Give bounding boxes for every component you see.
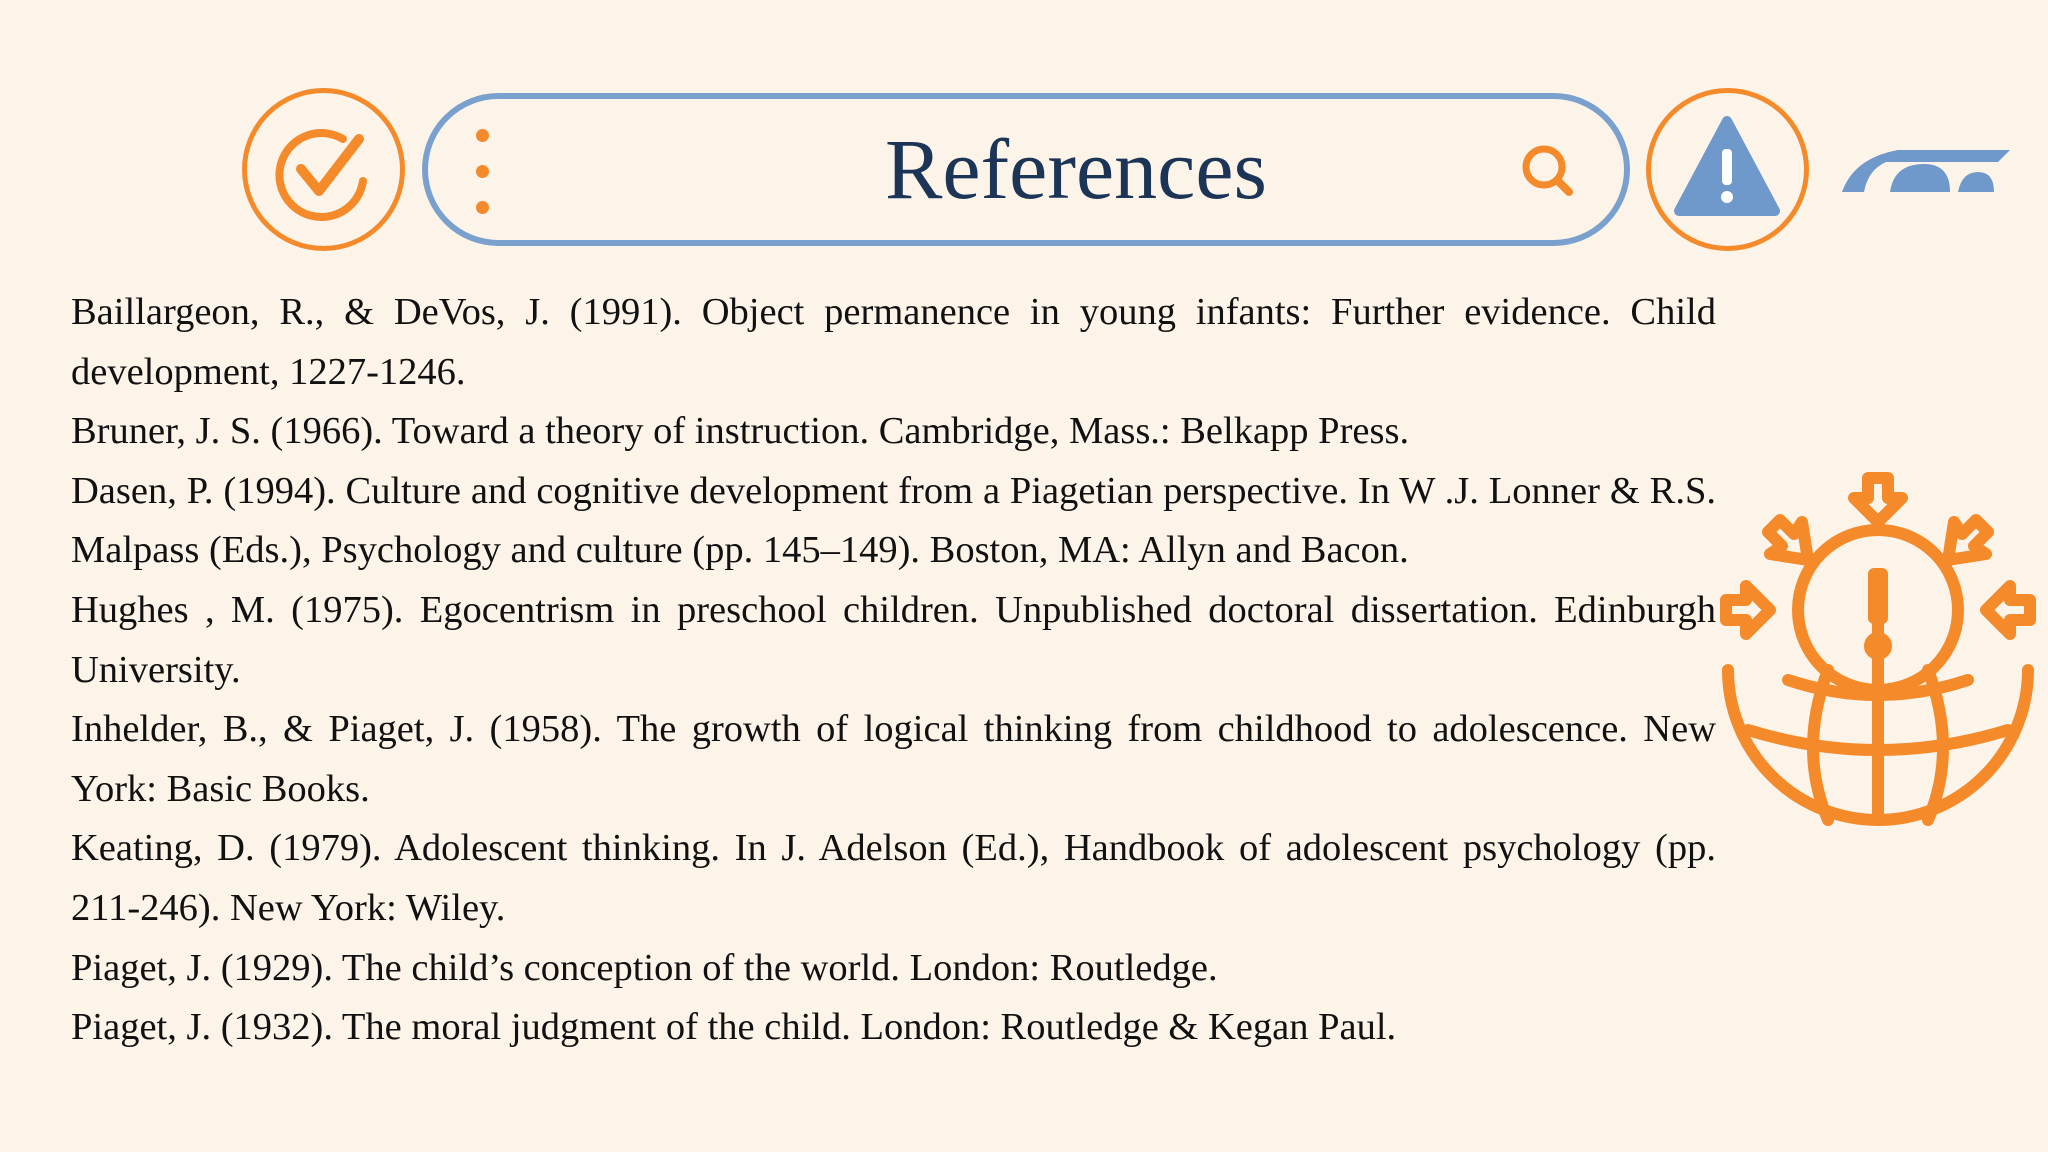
reference-entry: Hughes , M. (1975). Egocentrism in preschool children. Unpublished doctoral dissertation. Edinburgh University. [71, 588, 1716, 691]
check-glyph [247, 93, 400, 246]
search-bar[interactable] [422, 93, 1630, 246]
reference-entry: Baillargeon, R., & DeVos, J. (1991). Object permanence in young infants: Further evidence. Child development, 1227-1246. [71, 291, 1716, 393]
reference-entry: Bruner, J. S. (1966). Toward a theory of instruction. Cambridge, Mass.: Belkapp Press. [71, 410, 1410, 453]
check-circle-icon[interactable] [242, 88, 405, 251]
cloud-shape-icon [1838, 140, 2010, 196]
warning-glyph [1651, 93, 1804, 246]
reference-entry: Piaget, J. (1932). The moral judgment of the child. London: Routledge & Kegan Paul. [71, 1006, 1397, 1049]
warning-triangle-icon[interactable] [1646, 88, 1809, 251]
reference-entry: Keating, D. (1979). Adolescent thinking. In J. Adelson (Ed.), Handbook of adolescent psychology (pp. 211-246). New York: Wiley. [71, 827, 1716, 929]
search-icon[interactable] [1516, 139, 1580, 203]
reference-entry: Piaget, J. (1929). The child’s conception of the world. London: Routledge. [71, 946, 1218, 989]
vertical-dots-menu-icon[interactable] [472, 129, 492, 215]
reference-list [71, 283, 1716, 1058]
page-title: References [885, 121, 1267, 217]
globe-alert-icon [1718, 470, 2038, 830]
reference-entry: Dasen, P. (1994). Culture and cognitive development from a Piagetian perspective. In W .J. Lonner & R.S. Malpass (Eds.), Psychology and culture (pp. 145–149). Boston, MA: Allyn and Bacon. [71, 469, 1716, 572]
reference-entry: Inhelder, B., & Piaget, J. (1958). The growth of logical thinking from childhood to adolescence. New York: Basic Books. [71, 708, 1716, 810]
